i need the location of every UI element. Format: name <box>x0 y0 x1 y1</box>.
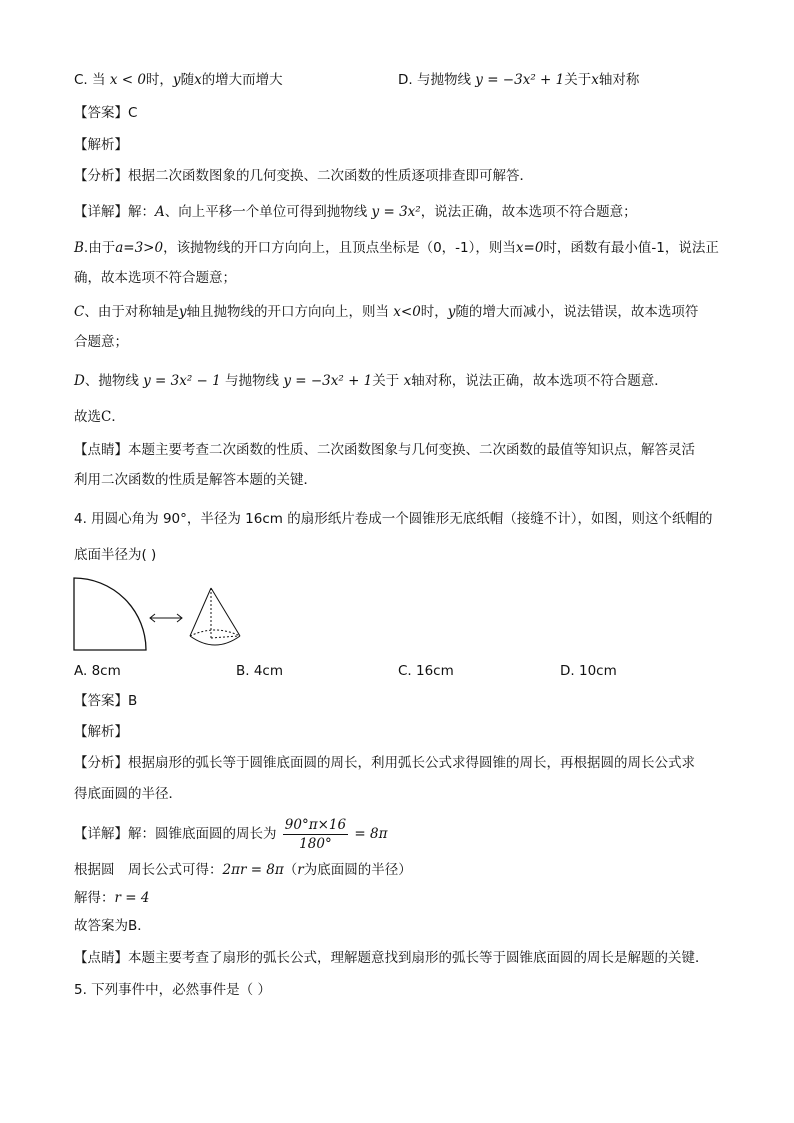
fraction: $\frac{90^\circ\pi\times 16}{180^\circ}$ <box>284 816 347 852</box>
cone-shape <box>190 588 240 645</box>
q4-step2: 根据圆 周长公式可得：2πr = 8π（r为底面圆的半径） <box>74 862 412 878</box>
q3-detail-c: C、由于对称轴是y轴且抛物线的开口方向向上，则当 x<0时，y随的增大而减小，说法错误，故本选项符 <box>74 304 699 320</box>
sector-shape <box>74 578 146 650</box>
q4-figure <box>70 572 250 654</box>
q3-analysis-heading: 【解析】 <box>74 137 128 153</box>
q4-step3: 解得：r = 4 <box>74 890 150 906</box>
q3-dianjing: 【点睛】本题主要考查二次函数的性质、二次函数图象与几何变换、二次函数的最值等知识点，解答灵活 <box>74 442 695 458</box>
q4-option-d: D. 10cm <box>560 663 617 679</box>
q3-detail-b: B.由于a=3>0，该抛物线的开口方向向上，且顶点坐标是（0，-1），则当x=0时，函数有最小值-1，说法正 <box>74 240 719 256</box>
q3-answer: 【答案】C <box>74 105 138 121</box>
double-arrow-icon <box>150 614 182 622</box>
option-d: D. 与抛物线 y = −3x² + 1关于x轴对称 <box>398 72 640 88</box>
q3-fenxi: 【分析】根据二次函数图象的几何变换、二次函数的性质逐项排查即可解答． <box>74 168 533 184</box>
q4-fenxi: 【分析】根据扇形的弧长等于圆锥底面圆的周长，利用弧长公式求得圆锥的周长，再根据圆的周长公式求 <box>74 755 695 771</box>
q4-dianjing: 【点睛】本题主要考查了扇形的弧长公式，理解题意找到扇形的弧长等于圆锥底面圆的周长是解题的关键． <box>74 950 709 966</box>
q4-stem: 4. 用圆心角为 90°，半径为 16cm 的扇形纸片卷成一个圆锥形无底纸帽（接缝不计），如图，则这个纸帽的 <box>74 511 713 527</box>
q3-detail-b-cont: 确，故本选项不符合题意； <box>74 270 236 286</box>
q4-option-c: C. 16cm <box>398 663 454 679</box>
q4-answer: 【答案】B <box>74 693 138 709</box>
q3-detail-c-cont: 合题意； <box>74 334 128 350</box>
q4-conclusion: 故答案为B． <box>74 918 151 934</box>
q3-conclusion: 故选C． <box>74 409 125 425</box>
q4-option-b: B. 4cm <box>236 663 284 679</box>
q4-analysis-heading: 【解析】 <box>74 724 128 740</box>
q4-detail: 【详解】解：圆锥底面圆的周长为 $\frac{90^\circ\pi\times 16}{180^\circ}$ = 8π <box>74 816 388 852</box>
q3-detail-d: D、抛物线 y = 3x² − 1 与抛物线 y = −3x² + 1关于 x轴对称，说法正确，故本选项不符合题意． <box>74 373 668 389</box>
q4-stem-cont: 底面半径为( ) <box>74 547 157 563</box>
q4-option-a: A. 8cm <box>74 663 121 679</box>
option-c: C. 当 x < 0时，y随x的增大而增大 <box>74 72 283 88</box>
q3-dianjing-cont: 利用二次函数的性质是解答本题的关键． <box>74 472 317 488</box>
q5-stem: 5. 下列事件中，必然事件是（ ） <box>74 982 271 998</box>
q4-fenxi-cont: 得底面圆的半径． <box>74 786 182 802</box>
q3-detail-a: 【详解】解：A、向上平移一个单位可得到抛物线 y = 3x²，说法正确，故本选项不符合题意； <box>74 204 637 220</box>
